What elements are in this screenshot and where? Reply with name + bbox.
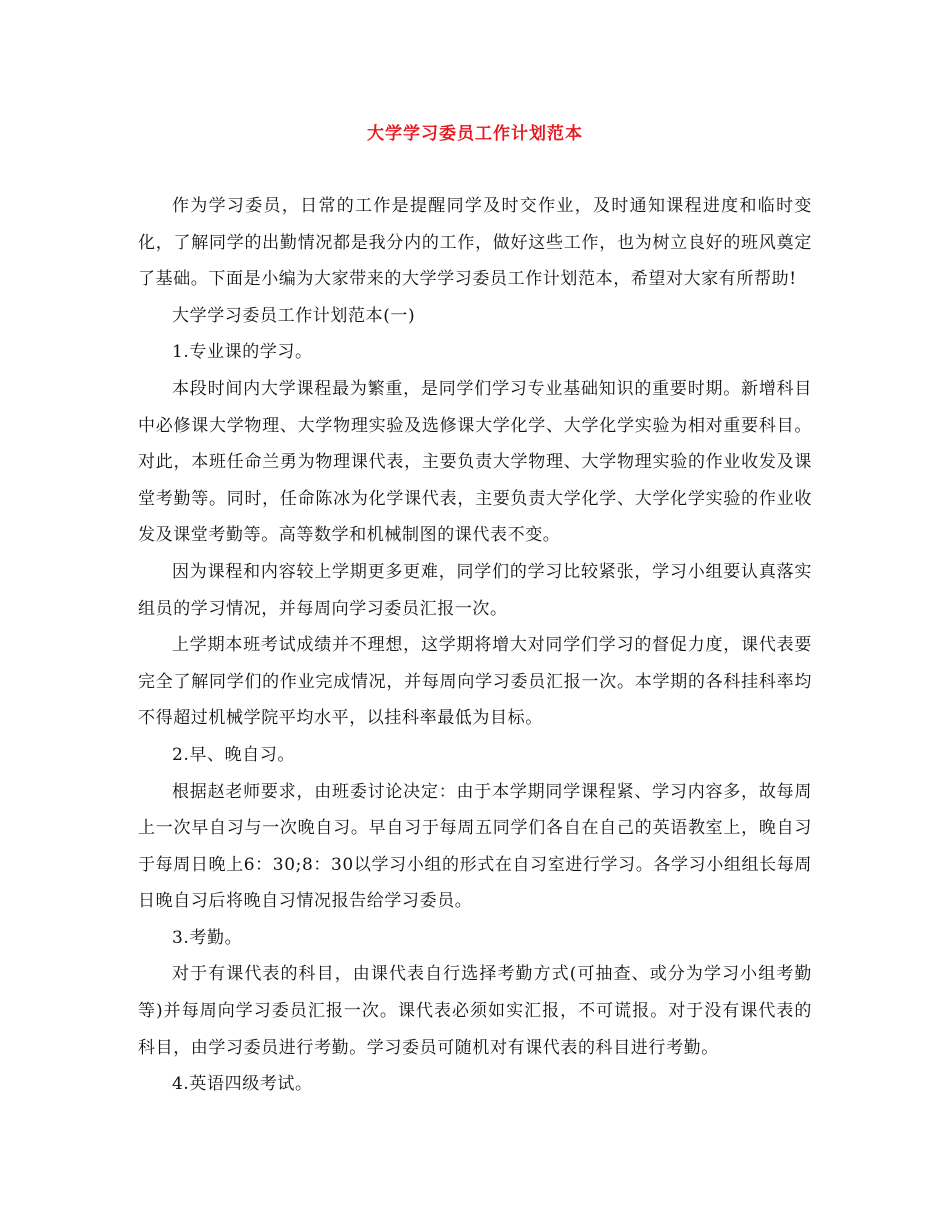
paragraph-item-1-body-b: 因为课程和内容较上学期更多更难，同学们的学习比较紧张，学习小组要认真落实组员的学习情况，并每周向学习委员汇报一次。 — [138, 561, 812, 619]
paragraph-item-2-body: 根据赵老师要求，由班委讨论决定：由于本学期同学课程紧、学习内容多，故每周上一次早自习与一次晚自习。早自习于每周五同学们各自在自己的英语教室上，晚自习于每周日晚上6：30;8：30以学习小组的形式在自习室进行学习。各学习小组组长每周日晚自习后将晚自习情况报告给学习委员。 — [138, 781, 812, 912]
paragraph-item-1-body-a: 本段时间内大学课程最为繁重，是同学们学习专业基础知识的重要时期。新增科目中必修课大学物理、大学物理实验及选修课大学化学、大学化学实验为相对重要科目。对此，本班任命兰勇为物理课代表，主要负责大学物理、大学物理实验的作业收发及课堂考勤等。同时，任命陈冰为化学课代表，主要负责大学化学、大学化学实验的作业收发及课堂考勤等。高等数学和机械制图的课代表不变。 — [138, 378, 812, 546]
paragraph-item-3-heading: 3.考勤。 — [172, 927, 243, 948]
paragraph-item-1-heading: 1.专业课的学习。 — [172, 342, 313, 363]
paragraph-item-1-body-c: 上学期本班考试成绩并不理想，这学期将增大对同学们学习的督促力度，课代表要完全了解同学们的作业完成情况，并每周向学习委员汇报一次。本学期的各科挂科率均不得超过机械学院平均水平，以挂科率最低为目标。 — [138, 635, 812, 729]
paragraph-item-4-heading: 4.英语四级考试。 — [172, 1074, 313, 1095]
paragraph-item-3-body: 对于有课代表的科目，由课代表自行选择考勤方式(可抽查、或分为学习小组考勤等)并每周向学习委员汇报一次。课代表必须如实汇报，不可谎报。对于没有课代表的科目，由学习委员进行考勤。学习委员可随机对有课代表的科目进行考勤。 — [138, 964, 812, 1058]
document-title: 大学学习委员工作计划范本 — [367, 124, 583, 144]
paragraph-item-2-heading: 2.早、晚自习。 — [172, 744, 296, 765]
paragraph-section-heading: 大学学习委员工作计划范本(一) — [172, 305, 416, 326]
paragraph-intro: 作为学习委员，日常的工作是提醒同学及时交作业，及时通知课程进度和临时变化，了解同学的出勤情况都是我分内的工作，做好这些工作，也为树立良好的班风奠定了基础。下面是小编为大家带来的大学学习委员工作计划范本，希望对大家有所帮助! — [138, 196, 812, 290]
